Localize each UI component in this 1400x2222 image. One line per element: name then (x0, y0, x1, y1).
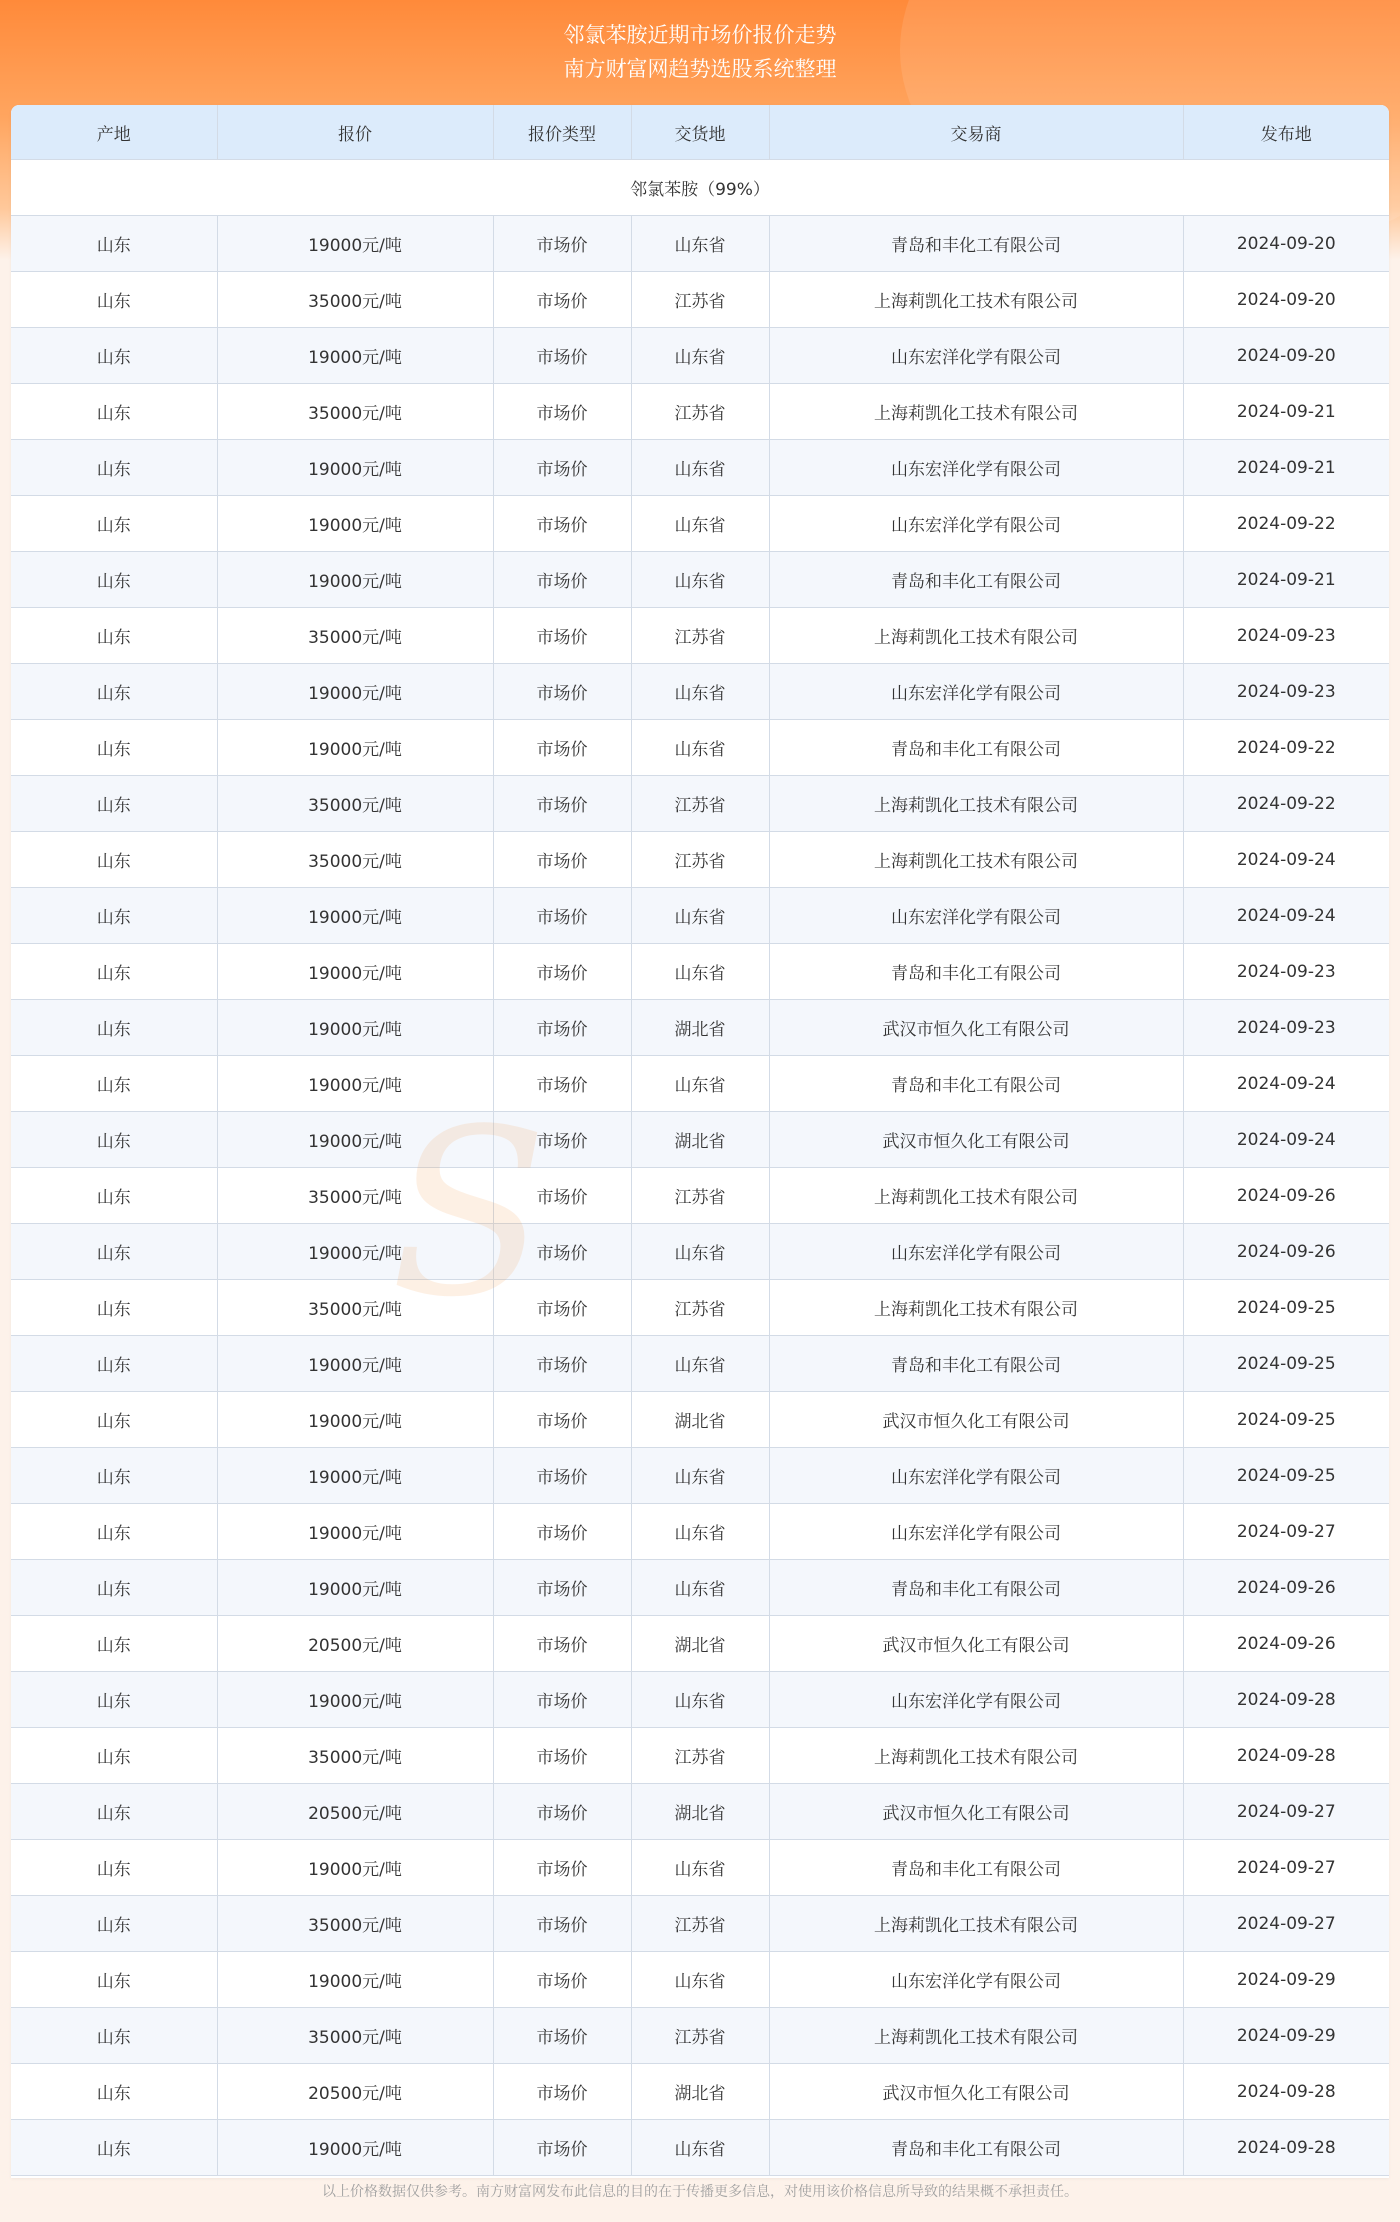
trader-cell: 山东宏洋化学有限公司 (769, 1952, 1183, 2008)
date-cell: 2024-09-22 (1183, 776, 1389, 832)
delivery-cell: 山东省 (631, 1056, 769, 1112)
table-header-row (11, 105, 1389, 160)
delivery-cell: 山东省 (631, 664, 769, 720)
date-cell: 2024-09-28 (1183, 2120, 1389, 2176)
price-type-cell: 市场价 (493, 1560, 631, 1616)
date-cell: 2024-09-20 (1183, 328, 1389, 384)
trader-cell: 上海莉凯化工技术有限公司 (769, 1896, 1183, 1952)
table-row (11, 1056, 1389, 1112)
origin-cell: 山东 (11, 776, 217, 832)
origin-cell: 山东 (11, 328, 217, 384)
trader-cell: 青岛和丰化工有限公司 (769, 552, 1183, 608)
origin-cell: 山东 (11, 720, 217, 776)
trader-cell: 上海莉凯化工技术有限公司 (769, 384, 1183, 440)
delivery-cell: 山东省 (631, 1504, 769, 1560)
origin-cell: 山东 (11, 2064, 217, 2120)
delivery-cell: 湖北省 (631, 1784, 769, 1840)
trader-cell: 武汉市恒久化工有限公司 (769, 1616, 1183, 1672)
price-cell: 20500元/吨 (217, 2064, 493, 2120)
table-row (11, 440, 1389, 496)
delivery-cell: 山东省 (631, 888, 769, 944)
origin-cell: 山东 (11, 608, 217, 664)
price-type-cell: 市场价 (493, 2064, 631, 2120)
delivery-cell: 江苏省 (631, 1280, 769, 1336)
delivery-cell: 山东省 (631, 1840, 769, 1896)
delivery-cell: 山东省 (631, 328, 769, 384)
price-cell: 35000元/吨 (217, 2008, 493, 2064)
price-type-cell: 市场价 (493, 1728, 631, 1784)
delivery-cell: 山东省 (631, 2120, 769, 2176)
price-cell: 35000元/吨 (217, 1728, 493, 1784)
price-type-cell: 市场价 (493, 1616, 631, 1672)
origin-cell: 山东 (11, 1112, 217, 1168)
column-header: 交货地 (631, 105, 769, 160)
column-header: 报价类型 (493, 105, 631, 160)
trader-cell: 青岛和丰化工有限公司 (769, 2120, 1183, 2176)
price-cell: 19000元/吨 (217, 1672, 493, 1728)
origin-cell: 山东 (11, 664, 217, 720)
table-body (11, 160, 1389, 2176)
table-row (11, 1336, 1389, 1392)
origin-cell: 山东 (11, 1280, 217, 1336)
price-cell: 19000元/吨 (217, 1560, 493, 1616)
table-row (11, 1504, 1389, 1560)
price-type-cell: 市场价 (493, 552, 631, 608)
price-type-cell: 市场价 (493, 1056, 631, 1112)
date-cell: 2024-09-23 (1183, 1000, 1389, 1056)
trader-cell: 武汉市恒久化工有限公司 (769, 1392, 1183, 1448)
date-cell: 2024-09-22 (1183, 496, 1389, 552)
table-row (11, 1672, 1389, 1728)
price-cell: 19000元/吨 (217, 1504, 493, 1560)
price-type-cell: 市场价 (493, 1000, 631, 1056)
price-type-cell: 市场价 (493, 776, 631, 832)
delivery-cell: 山东省 (631, 1448, 769, 1504)
date-cell: 2024-09-22 (1183, 720, 1389, 776)
delivery-cell: 江苏省 (631, 1168, 769, 1224)
price-type-cell: 市场价 (493, 832, 631, 888)
date-cell: 2024-09-25 (1183, 1280, 1389, 1336)
trader-cell: 上海莉凯化工技术有限公司 (769, 1168, 1183, 1224)
table-row (11, 720, 1389, 776)
trader-cell: 青岛和丰化工有限公司 (769, 1560, 1183, 1616)
date-cell: 2024-09-21 (1183, 552, 1389, 608)
trader-cell: 武汉市恒久化工有限公司 (769, 1000, 1183, 1056)
price-cell: 19000元/吨 (217, 496, 493, 552)
origin-cell: 山东 (11, 1336, 217, 1392)
delivery-cell: 湖北省 (631, 2064, 769, 2120)
trader-cell: 青岛和丰化工有限公司 (769, 944, 1183, 1000)
page-title: 邻氯苯胺近期市场价报价走势 (563, 23, 837, 47)
delivery-cell: 山东省 (631, 216, 769, 272)
price-cell: 19000元/吨 (217, 1448, 493, 1504)
table-row (11, 2064, 1389, 2120)
price-type-cell: 市场价 (493, 384, 631, 440)
table-row (11, 1560, 1389, 1616)
date-cell: 2024-09-26 (1183, 1560, 1389, 1616)
origin-cell: 山东 (11, 1056, 217, 1112)
trader-cell: 武汉市恒久化工有限公司 (769, 1784, 1183, 1840)
price-cell: 19000元/吨 (217, 216, 493, 272)
table-row (11, 1224, 1389, 1280)
column-header: 产地 (11, 105, 217, 160)
trader-cell: 山东宏洋化学有限公司 (769, 328, 1183, 384)
origin-cell: 山东 (11, 216, 217, 272)
table-row (11, 272, 1389, 328)
price-type-cell: 市场价 (493, 1336, 631, 1392)
trader-cell: 上海莉凯化工技术有限公司 (769, 608, 1183, 664)
date-cell: 2024-09-24 (1183, 888, 1389, 944)
origin-cell: 山东 (11, 1840, 217, 1896)
trader-cell: 武汉市恒久化工有限公司 (769, 2064, 1183, 2120)
table-row (11, 944, 1389, 1000)
price-table (11, 105, 1389, 2176)
origin-cell: 山东 (11, 1728, 217, 1784)
price-cell: 35000元/吨 (217, 832, 493, 888)
delivery-cell: 江苏省 (631, 832, 769, 888)
origin-cell: 山东 (11, 552, 217, 608)
price-type-cell: 市场价 (493, 608, 631, 664)
price-type-cell: 市场价 (493, 1784, 631, 1840)
trader-cell: 青岛和丰化工有限公司 (769, 1840, 1183, 1896)
price-type-cell: 市场价 (493, 496, 631, 552)
table-row (11, 1392, 1389, 1448)
column-header: 报价 (217, 105, 493, 160)
price-cell: 19000元/吨 (217, 2120, 493, 2176)
price-type-cell: 市场价 (493, 1392, 631, 1448)
delivery-cell: 江苏省 (631, 384, 769, 440)
table-row (11, 1728, 1389, 1784)
origin-cell: 山东 (11, 1224, 217, 1280)
date-cell: 2024-09-26 (1183, 1224, 1389, 1280)
price-type-cell: 市场价 (493, 1224, 631, 1280)
delivery-cell: 山东省 (631, 1952, 769, 2008)
product-row (11, 160, 1389, 216)
origin-cell: 山东 (11, 832, 217, 888)
page-header (0, 18, 1400, 86)
table-row (11, 1784, 1389, 1840)
origin-cell: 山东 (11, 1000, 217, 1056)
origin-cell: 山东 (11, 1504, 217, 1560)
trader-cell: 山东宏洋化学有限公司 (769, 1448, 1183, 1504)
origin-cell: 山东 (11, 944, 217, 1000)
delivery-cell: 江苏省 (631, 776, 769, 832)
price-cell: 19000元/吨 (217, 1000, 493, 1056)
table-row (11, 888, 1389, 944)
trader-cell: 青岛和丰化工有限公司 (769, 1056, 1183, 1112)
price-cell: 19000元/吨 (217, 720, 493, 776)
price-cell: 19000元/吨 (217, 1952, 493, 2008)
price-type-cell: 市场价 (493, 720, 631, 776)
price-cell: 20500元/吨 (217, 1784, 493, 1840)
date-cell: 2024-09-28 (1183, 2064, 1389, 2120)
price-type-cell: 市场价 (493, 272, 631, 328)
trader-cell: 青岛和丰化工有限公司 (769, 1336, 1183, 1392)
delivery-cell: 山东省 (631, 1672, 769, 1728)
date-cell: 2024-09-24 (1183, 832, 1389, 888)
date-cell: 2024-09-24 (1183, 1112, 1389, 1168)
table-row (11, 2008, 1389, 2064)
trader-cell: 武汉市恒久化工有限公司 (769, 1112, 1183, 1168)
price-table-card (11, 105, 1389, 2178)
page-subtitle: 南方财富网趋势选股系统整理 (563, 57, 837, 81)
table-row (11, 1112, 1389, 1168)
date-cell: 2024-09-27 (1183, 1504, 1389, 1560)
price-cell: 35000元/吨 (217, 384, 493, 440)
price-type-cell: 市场价 (493, 1896, 631, 1952)
date-cell: 2024-09-26 (1183, 1168, 1389, 1224)
price-cell: 19000元/吨 (217, 888, 493, 944)
price-cell: 35000元/吨 (217, 776, 493, 832)
delivery-cell: 山东省 (631, 1560, 769, 1616)
date-cell: 2024-09-27 (1183, 1840, 1389, 1896)
delivery-cell: 山东省 (631, 944, 769, 1000)
delivery-cell: 山东省 (631, 496, 769, 552)
date-cell: 2024-09-25 (1183, 1392, 1389, 1448)
price-cell: 19000元/吨 (217, 1840, 493, 1896)
delivery-cell: 湖北省 (631, 1616, 769, 1672)
date-cell: 2024-09-29 (1183, 1952, 1389, 2008)
origin-cell: 山东 (11, 1448, 217, 1504)
price-cell: 19000元/吨 (217, 1392, 493, 1448)
origin-cell: 山东 (11, 2120, 217, 2176)
trader-cell: 山东宏洋化学有限公司 (769, 664, 1183, 720)
delivery-cell: 湖北省 (631, 1112, 769, 1168)
price-cell: 19000元/吨 (217, 1056, 493, 1112)
date-cell: 2024-09-28 (1183, 1672, 1389, 1728)
price-type-cell: 市场价 (493, 440, 631, 496)
trader-cell: 青岛和丰化工有限公司 (769, 720, 1183, 776)
date-cell: 2024-09-27 (1183, 1784, 1389, 1840)
date-cell: 2024-09-20 (1183, 216, 1389, 272)
origin-cell: 山东 (11, 1616, 217, 1672)
origin-cell: 山东 (11, 2008, 217, 2064)
price-type-cell: 市场价 (493, 1112, 631, 1168)
origin-cell: 山东 (11, 1560, 217, 1616)
price-cell: 35000元/吨 (217, 1896, 493, 1952)
price-type-cell: 市场价 (493, 1840, 631, 1896)
table-row (11, 832, 1389, 888)
price-type-cell: 市场价 (493, 1280, 631, 1336)
price-cell: 35000元/吨 (217, 272, 493, 328)
trader-cell: 山东宏洋化学有限公司 (769, 440, 1183, 496)
price-cell: 20500元/吨 (217, 1616, 493, 1672)
table-row (11, 2120, 1389, 2176)
price-type-cell: 市场价 (493, 1448, 631, 1504)
trader-cell: 上海莉凯化工技术有限公司 (769, 1728, 1183, 1784)
trader-cell: 青岛和丰化工有限公司 (769, 216, 1183, 272)
price-cell: 35000元/吨 (217, 1168, 493, 1224)
date-cell: 2024-09-23 (1183, 608, 1389, 664)
table-row (11, 1168, 1389, 1224)
origin-cell: 山东 (11, 1784, 217, 1840)
date-cell: 2024-09-23 (1183, 944, 1389, 1000)
price-cell: 35000元/吨 (217, 608, 493, 664)
trader-cell: 上海莉凯化工技术有限公司 (769, 272, 1183, 328)
table-row (11, 664, 1389, 720)
price-type-cell: 市场价 (493, 1672, 631, 1728)
delivery-cell: 山东省 (631, 552, 769, 608)
delivery-cell: 山东省 (631, 440, 769, 496)
table-row (11, 1896, 1389, 1952)
delivery-cell: 湖北省 (631, 1392, 769, 1448)
date-cell: 2024-09-24 (1183, 1056, 1389, 1112)
date-cell: 2024-09-25 (1183, 1336, 1389, 1392)
origin-cell: 山东 (11, 440, 217, 496)
table-row (11, 776, 1389, 832)
table-row (11, 1952, 1389, 2008)
origin-cell: 山东 (11, 384, 217, 440)
column-header: 交易商 (769, 105, 1183, 160)
delivery-cell: 山东省 (631, 1224, 769, 1280)
delivery-cell: 山东省 (631, 720, 769, 776)
delivery-cell: 江苏省 (631, 1896, 769, 1952)
table-row (11, 1000, 1389, 1056)
trader-cell: 上海莉凯化工技术有限公司 (769, 832, 1183, 888)
delivery-cell: 山东省 (631, 1336, 769, 1392)
table-row (11, 1840, 1389, 1896)
price-type-cell: 市场价 (493, 2120, 631, 2176)
trader-cell: 山东宏洋化学有限公司 (769, 1672, 1183, 1728)
price-cell: 19000元/吨 (217, 1336, 493, 1392)
delivery-cell: 江苏省 (631, 272, 769, 328)
trader-cell: 山东宏洋化学有限公司 (769, 1224, 1183, 1280)
trader-cell: 山东宏洋化学有限公司 (769, 1504, 1183, 1560)
price-type-cell: 市场价 (493, 888, 631, 944)
product-name: 邻氯苯胺（99%） (11, 160, 1389, 216)
origin-cell: 山东 (11, 888, 217, 944)
price-type-cell: 市场价 (493, 664, 631, 720)
table-row (11, 1448, 1389, 1504)
origin-cell: 山东 (11, 1168, 217, 1224)
trader-cell: 上海莉凯化工技术有限公司 (769, 1280, 1183, 1336)
price-cell: 19000元/吨 (217, 1224, 493, 1280)
table-row (11, 608, 1389, 664)
date-cell: 2024-09-28 (1183, 1728, 1389, 1784)
trader-cell: 上海莉凯化工技术有限公司 (769, 2008, 1183, 2064)
disclaimer: 以上价格数据仅供参考。南方财富网发布此信息的目的在于传播更多信息，对使用该价格信息所导致的结果概不承担责任。 (322, 2184, 1078, 2200)
table-row (11, 216, 1389, 272)
table-row (11, 496, 1389, 552)
price-cell: 19000元/吨 (217, 552, 493, 608)
table-row (11, 1616, 1389, 1672)
table-row (11, 1280, 1389, 1336)
date-cell: 2024-09-21 (1183, 384, 1389, 440)
origin-cell: 山东 (11, 1896, 217, 1952)
price-cell: 19000元/吨 (217, 328, 493, 384)
origin-cell: 山东 (11, 272, 217, 328)
delivery-cell: 江苏省 (631, 608, 769, 664)
trader-cell: 山东宏洋化学有限公司 (769, 888, 1183, 944)
delivery-cell: 江苏省 (631, 1728, 769, 1784)
trader-cell: 山东宏洋化学有限公司 (769, 496, 1183, 552)
date-cell: 2024-09-27 (1183, 1896, 1389, 1952)
table-row (11, 328, 1389, 384)
price-type-cell: 市场价 (493, 328, 631, 384)
column-header: 发布地 (1183, 105, 1389, 160)
date-cell: 2024-09-29 (1183, 2008, 1389, 2064)
origin-cell: 山东 (11, 1392, 217, 1448)
delivery-cell: 湖北省 (631, 1000, 769, 1056)
origin-cell: 山东 (11, 1952, 217, 2008)
price-cell: 35000元/吨 (217, 1280, 493, 1336)
date-cell: 2024-09-26 (1183, 1616, 1389, 1672)
origin-cell: 山东 (11, 496, 217, 552)
price-type-cell: 市场价 (493, 216, 631, 272)
date-cell: 2024-09-23 (1183, 664, 1389, 720)
price-type-cell: 市场价 (493, 2008, 631, 2064)
delivery-cell: 江苏省 (631, 2008, 769, 2064)
price-cell: 19000元/吨 (217, 1112, 493, 1168)
price-type-cell: 市场价 (493, 944, 631, 1000)
origin-cell: 山东 (11, 1672, 217, 1728)
price-cell: 19000元/吨 (217, 440, 493, 496)
price-type-cell: 市场价 (493, 1168, 631, 1224)
date-cell: 2024-09-21 (1183, 440, 1389, 496)
date-cell: 2024-09-20 (1183, 272, 1389, 328)
table-row (11, 384, 1389, 440)
price-type-cell: 市场价 (493, 1952, 631, 2008)
table-row (11, 552, 1389, 608)
date-cell: 2024-09-25 (1183, 1448, 1389, 1504)
price-cell: 19000元/吨 (217, 664, 493, 720)
price-type-cell: 市场价 (493, 1504, 631, 1560)
price-cell: 19000元/吨 (217, 944, 493, 1000)
trader-cell: 上海莉凯化工技术有限公司 (769, 776, 1183, 832)
